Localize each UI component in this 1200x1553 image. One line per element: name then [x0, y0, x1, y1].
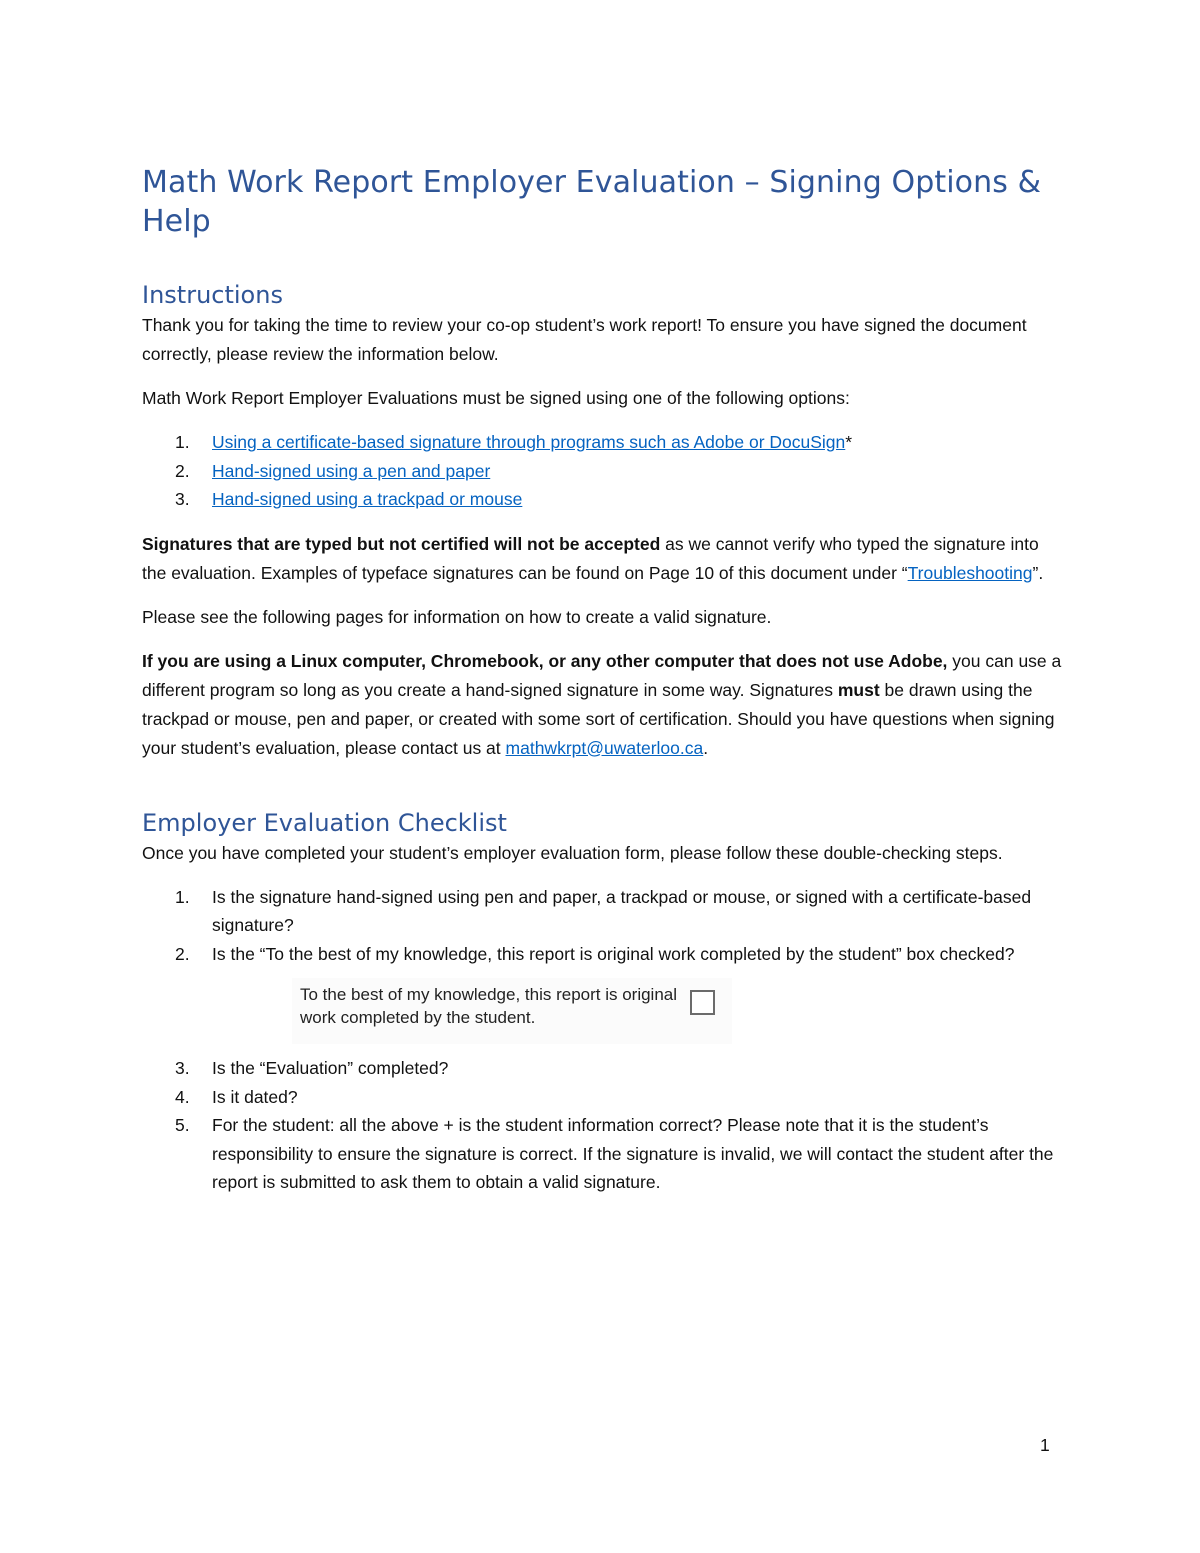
list-number: 2.	[175, 943, 190, 964]
list-number: 1.	[175, 432, 190, 452]
asterisk: *	[845, 432, 853, 452]
troubleshooting-link[interactable]: Troubleshooting	[907, 562, 1033, 583]
page-number: 1	[1040, 1435, 1050, 1455]
checklist-item	[142, 1111, 1062, 1197]
typed-note-end: ”.	[1032, 562, 1044, 583]
checklist-item-text: Is the “Evaluation” completed?	[212, 1058, 449, 1078]
linux-note-text2: be drawn using the trackpad or mouse, pen and paper, or created with some sort of certification. Should you have questions when signing your student’s evaluation, please contact us at	[142, 679, 1055, 758]
typed-note-text: as we cannot verify who typed the signature into the evaluation. Examples of typeface signatures can be found on Page 10 of this document under “	[142, 533, 1039, 583]
page-content	[142, 163, 1062, 1197]
option-certificate-link[interactable]: Using a certificate-based signature through programs such as Adobe or DocuSign	[212, 432, 846, 452]
signing-option	[142, 457, 1062, 486]
checklist-item	[142, 1054, 1062, 1083]
checkbox-example-label: To the best of my knowledge, this report is original work completed by the student.	[300, 985, 678, 1027]
checklist-list-a	[142, 883, 1062, 969]
document-title: Math Work Report Employer Evaluation – Signing Options & Help	[142, 165, 1042, 239]
checklist-item-text: Is it dated?	[212, 1086, 298, 1107]
see-pages-note: Please see the following pages for information on how to create a valid signature.	[142, 606, 772, 627]
list-number: 5.	[175, 1115, 190, 1135]
checkbox-example-image	[292, 978, 732, 1044]
checklist-item-text: Is the signature hand-signed using pen and paper, a trackpad or mouse, or signed with a certificate-based signature?	[212, 886, 1032, 935]
typed-signature-note	[142, 530, 1062, 588]
checklist-item-text: Is the “To the best of my knowledge, this report is original work completed by the student” box checked?	[212, 943, 1015, 964]
option-pen-paper-link[interactable]: Hand-signed using a pen and paper	[212, 460, 491, 481]
checklist-item	[142, 1083, 1062, 1112]
list-number: 1.	[175, 886, 190, 907]
signing-option	[142, 485, 1062, 514]
linux-note	[142, 647, 1062, 763]
list-number: 3.	[175, 1058, 190, 1078]
linux-must-bold: must	[837, 679, 880, 700]
contact-email-link[interactable]: mathwkrpt@uwaterloo.ca	[505, 737, 704, 758]
checklist-list-b	[142, 1054, 1062, 1197]
linux-note-text: you can use a different program so long as you create a hand-signed signature in some way. Signatures	[142, 650, 1062, 700]
list-number: 3.	[175, 489, 190, 509]
signing-option	[142, 428, 1062, 457]
checklist-heading: Employer Evaluation Checklist	[142, 808, 507, 837]
instructions-intro: Thank you for taking the time to review your co-op student’s work report! To ensure you have signed the document correctly, please review the information below.	[142, 315, 1027, 364]
linux-note-bold: If you are using a Linux computer, Chromebook, or any other computer that does not use Adobe,	[142, 650, 948, 671]
list-number: 2.	[175, 460, 190, 481]
checklist-item	[142, 940, 1062, 969]
option-trackpad-link[interactable]: Hand-signed using a trackpad or mouse	[212, 489, 523, 509]
signing-options-list	[142, 428, 1062, 514]
checklist-intro: Once you have completed your student’s employer evaluation form, please follow these double-checking steps.	[142, 842, 1003, 863]
checkbox-example-box	[690, 990, 715, 1015]
typed-warning-bold: Signatures that are typed but not certified will not be accepted	[142, 533, 661, 554]
instructions-heading: Instructions	[142, 281, 283, 309]
email-end: .	[703, 737, 709, 758]
checklist-item	[142, 883, 1062, 940]
list-number: 4.	[175, 1086, 190, 1107]
checklist-item-text: For the student: all the above + is the student information correct? Please note that it is the student’s responsibility to ensure the signature is correct. If the signature is invalid, we will contact the student after the report is submitted to ask them to obtain a valid signature.	[212, 1115, 1054, 1192]
options-lead: Math Work Report Employer Evaluations must be signed using one of the following options:	[142, 388, 850, 408]
